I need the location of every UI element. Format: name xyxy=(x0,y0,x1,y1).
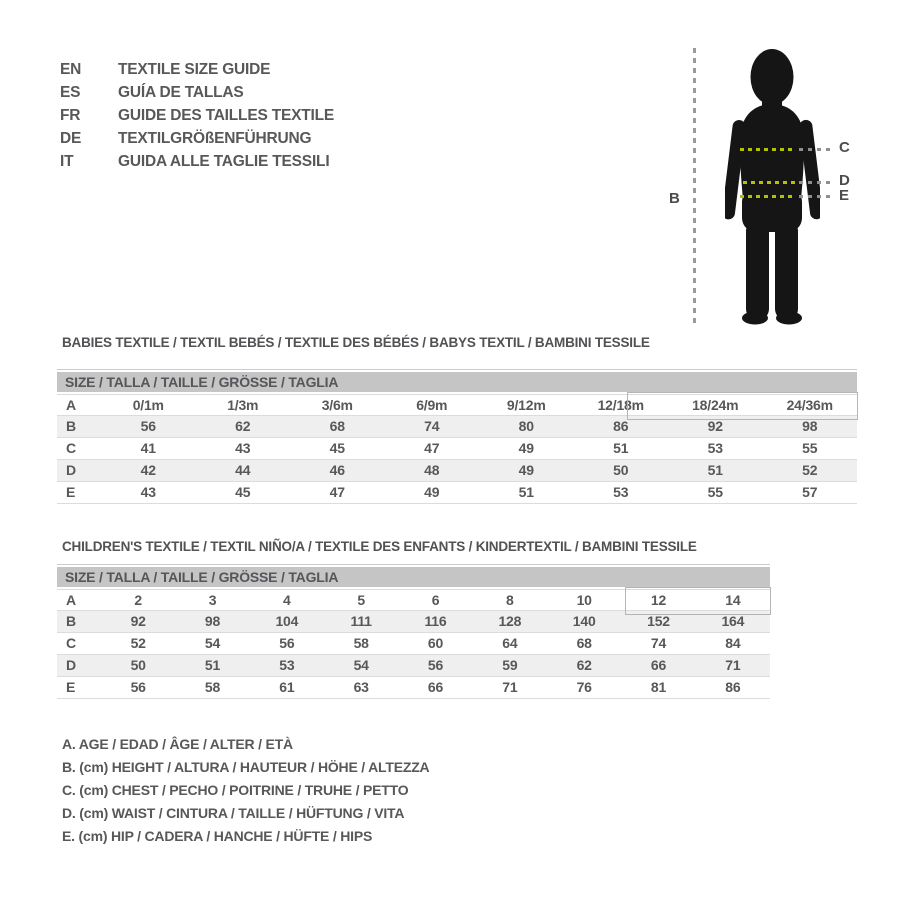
table-cell: 56 xyxy=(279,635,295,651)
table-cell: 0/1m xyxy=(132,397,164,413)
table-cell: 111 xyxy=(350,613,372,629)
measurement-figure xyxy=(655,38,885,333)
table-cell: 51 xyxy=(707,462,723,478)
legend-age: A. AGE / EDAD / ÂGE / ALTER / ETÀ xyxy=(62,736,293,752)
language-code: DE xyxy=(60,129,82,147)
table-cell: 50 xyxy=(130,657,146,673)
table-cell: 68 xyxy=(576,635,592,651)
legend-waist: D. (cm) WAIST / CINTURA / TAILLE / HÜFTUNG / VITA xyxy=(62,805,405,821)
table-row xyxy=(57,416,857,438)
table-cell: 24/36m xyxy=(786,397,833,413)
table-cell: 56 xyxy=(130,679,146,695)
height-measure-line xyxy=(693,48,696,324)
table-cell: 51 xyxy=(518,484,534,500)
language-title: TEXTILE SIZE GUIDE xyxy=(118,60,271,78)
table-cell: 9/12m xyxy=(506,397,546,413)
table-cell: 64 xyxy=(502,635,518,651)
language-row-de xyxy=(60,127,334,150)
table-cell: 5 xyxy=(357,592,365,608)
table-top-border xyxy=(57,564,770,565)
row-label: D xyxy=(66,462,76,478)
table-cell: 57 xyxy=(802,484,818,500)
table-cell: 92 xyxy=(130,613,146,629)
hip-measure-line xyxy=(740,195,795,198)
table-cell: 58 xyxy=(204,679,221,695)
table-cell: 41 xyxy=(140,440,156,456)
chest-measure-line xyxy=(740,148,793,151)
table-cell: 52 xyxy=(802,462,818,478)
children-table-rows xyxy=(57,589,770,699)
row-label: C xyxy=(66,440,76,456)
table-cell: 152 xyxy=(647,613,670,629)
table-cell: 3 xyxy=(208,592,217,608)
row-label: B xyxy=(66,613,76,629)
table-cell: 74 xyxy=(650,635,667,651)
row-label: E xyxy=(66,679,76,695)
table-cell: 86 xyxy=(613,418,629,434)
table-cell: 51 xyxy=(204,657,221,673)
table-row xyxy=(57,655,770,677)
table-cell: 48 xyxy=(424,462,440,478)
table-cell: 74 xyxy=(424,418,440,434)
language-title: GUIDE DES TAILLES TEXTILE xyxy=(118,106,335,124)
table-cell: 47 xyxy=(329,484,345,500)
table-cell: 84 xyxy=(725,635,741,651)
babies-table-rows xyxy=(57,394,857,504)
child-silhouette-icon xyxy=(725,48,820,325)
babies-table-header: SIZE / TALLA / TAILLE / GRÖSSE / TAGLIA xyxy=(57,372,857,392)
table-cell: 76 xyxy=(576,679,592,695)
row-label: E xyxy=(66,484,76,500)
waist-measure-line xyxy=(743,181,795,184)
table-cell: 53 xyxy=(279,657,295,673)
legend-height: B. (cm) HEIGHT / ALTURA / HAUTEUR / HÖHE / ALTEZZA xyxy=(62,759,430,775)
table-cell: 45 xyxy=(235,484,251,500)
table-cell: 44 xyxy=(235,462,251,478)
table-row xyxy=(57,677,770,699)
language-list xyxy=(60,58,334,173)
table-row xyxy=(57,633,770,655)
table-cell: 10 xyxy=(576,592,592,608)
children-section-title: CHILDREN'S TEXTILE / TEXTIL NIÑO/A / TEXTILE DES ENFANTS / KINDERTEXTIL / BAMBINI TESSILE xyxy=(62,539,697,554)
table-cell: 6/9m xyxy=(416,397,448,413)
table-cell: 81 xyxy=(650,679,667,695)
table-cell: 2 xyxy=(134,592,142,608)
table-cell: 66 xyxy=(650,657,667,673)
language-title: TEXTILGRÖßENFÜHRUNG xyxy=(118,129,312,147)
table-cell: 55 xyxy=(802,440,818,456)
table-cell: 56 xyxy=(140,418,156,434)
table-cell: 43 xyxy=(235,440,251,456)
children-size-table xyxy=(57,564,770,699)
babies-size-table xyxy=(57,369,857,504)
table-cell: 128 xyxy=(498,613,522,629)
table-cell: 4 xyxy=(283,592,291,608)
babies-section-title: BABIES TEXTILE / TEXTIL BEBÉS / TEXTILE DES BÉBÉS / BABYS TEXTIL / BAMBINI TESSILE xyxy=(62,335,650,350)
language-title: GUIDA ALLE TAGLIE TESSILI xyxy=(118,152,330,170)
table-cell: 92 xyxy=(707,418,723,434)
table-cell: 3/6m xyxy=(321,397,353,413)
language-code: EN xyxy=(60,60,82,78)
table-cell: 98 xyxy=(204,613,221,629)
table-cell: 86 xyxy=(725,679,741,695)
measurement-legend xyxy=(62,733,429,848)
table-cell: 14 xyxy=(725,592,741,608)
legend-chest: C. (cm) CHEST / PECHO / POITRINE / TRUHE / PETTO xyxy=(62,782,409,798)
table-cell: 62 xyxy=(235,418,251,434)
measure-label-e: E xyxy=(839,187,850,204)
row-label: C xyxy=(66,635,76,651)
measure-label-b: B xyxy=(669,190,680,207)
row-label: B xyxy=(66,418,76,434)
row-label: D xyxy=(66,657,76,673)
table-cell: 6 xyxy=(431,592,440,608)
language-row-fr xyxy=(60,104,334,127)
table-cell: 18/24m xyxy=(692,397,739,413)
table-row xyxy=(57,482,857,504)
table-cell: 71 xyxy=(502,679,518,695)
table-cell: 50 xyxy=(613,462,629,478)
table-cell: 61 xyxy=(279,679,295,695)
table-cell: 49 xyxy=(518,462,534,478)
legend-hip: E. (cm) HIP / CADERA / HANCHE / HÜFTE / HIPS xyxy=(62,828,373,844)
table-cell: 54 xyxy=(353,657,369,673)
table-cell: 71 xyxy=(725,657,741,673)
table-cell: 12/18m xyxy=(597,397,644,413)
table-row xyxy=(57,460,857,482)
table-cell: 43 xyxy=(140,484,156,500)
table-cell: 55 xyxy=(707,484,723,500)
table-cell: 63 xyxy=(353,679,369,695)
row-label: A xyxy=(66,592,76,608)
table-row xyxy=(57,438,857,460)
table-cell: 49 xyxy=(424,484,440,500)
measure-label-d: D xyxy=(839,172,850,189)
table-cell: 12 xyxy=(650,592,667,608)
waist-guide-line xyxy=(799,181,833,184)
table-row xyxy=(57,394,857,416)
table-cell: 52 xyxy=(130,635,146,651)
table-cell: 45 xyxy=(329,440,345,456)
table-cell: 1/3m xyxy=(227,397,259,413)
table-cell: 42 xyxy=(140,462,156,478)
language-code: FR xyxy=(60,106,81,124)
hip-guide-line xyxy=(799,195,833,198)
table-row xyxy=(57,589,770,611)
table-top-border xyxy=(57,369,857,370)
chest-guide-line xyxy=(799,148,833,151)
table-cell: 116 xyxy=(424,613,447,629)
language-row-it xyxy=(60,150,334,173)
table-cell: 46 xyxy=(329,462,345,478)
language-title: GUÍA DE TALLAS xyxy=(118,83,244,101)
table-cell: 164 xyxy=(721,613,745,629)
table-cell: 56 xyxy=(427,657,444,673)
table-cell: 140 xyxy=(572,613,596,629)
table-cell: 80 xyxy=(518,418,534,434)
row-label: A xyxy=(66,397,76,413)
table-cell: 47 xyxy=(424,440,440,456)
table-cell: 51 xyxy=(613,440,629,456)
language-row-en xyxy=(60,58,334,81)
language-code: ES xyxy=(60,83,81,101)
table-cell: 62 xyxy=(576,657,592,673)
measure-label-c: C xyxy=(839,139,850,156)
table-cell: 53 xyxy=(707,440,723,456)
table-cell: 49 xyxy=(518,440,534,456)
table-cell: 68 xyxy=(329,418,345,434)
table-row xyxy=(57,611,770,633)
children-table-header: SIZE / TALLA / TAILLE / GRÖSSE / TAGLIA xyxy=(57,567,770,587)
language-row-es xyxy=(60,81,334,104)
table-cell: 60 xyxy=(427,635,444,651)
table-cell: 58 xyxy=(353,635,369,651)
table-cell: 104 xyxy=(275,613,299,629)
table-cell: 54 xyxy=(204,635,221,651)
language-code: IT xyxy=(60,152,74,170)
table-cell: 66 xyxy=(427,679,444,695)
table-cell: 8 xyxy=(506,592,514,608)
table-cell: 98 xyxy=(802,418,818,434)
table-cell: 59 xyxy=(502,657,518,673)
table-cell: 53 xyxy=(613,484,629,500)
